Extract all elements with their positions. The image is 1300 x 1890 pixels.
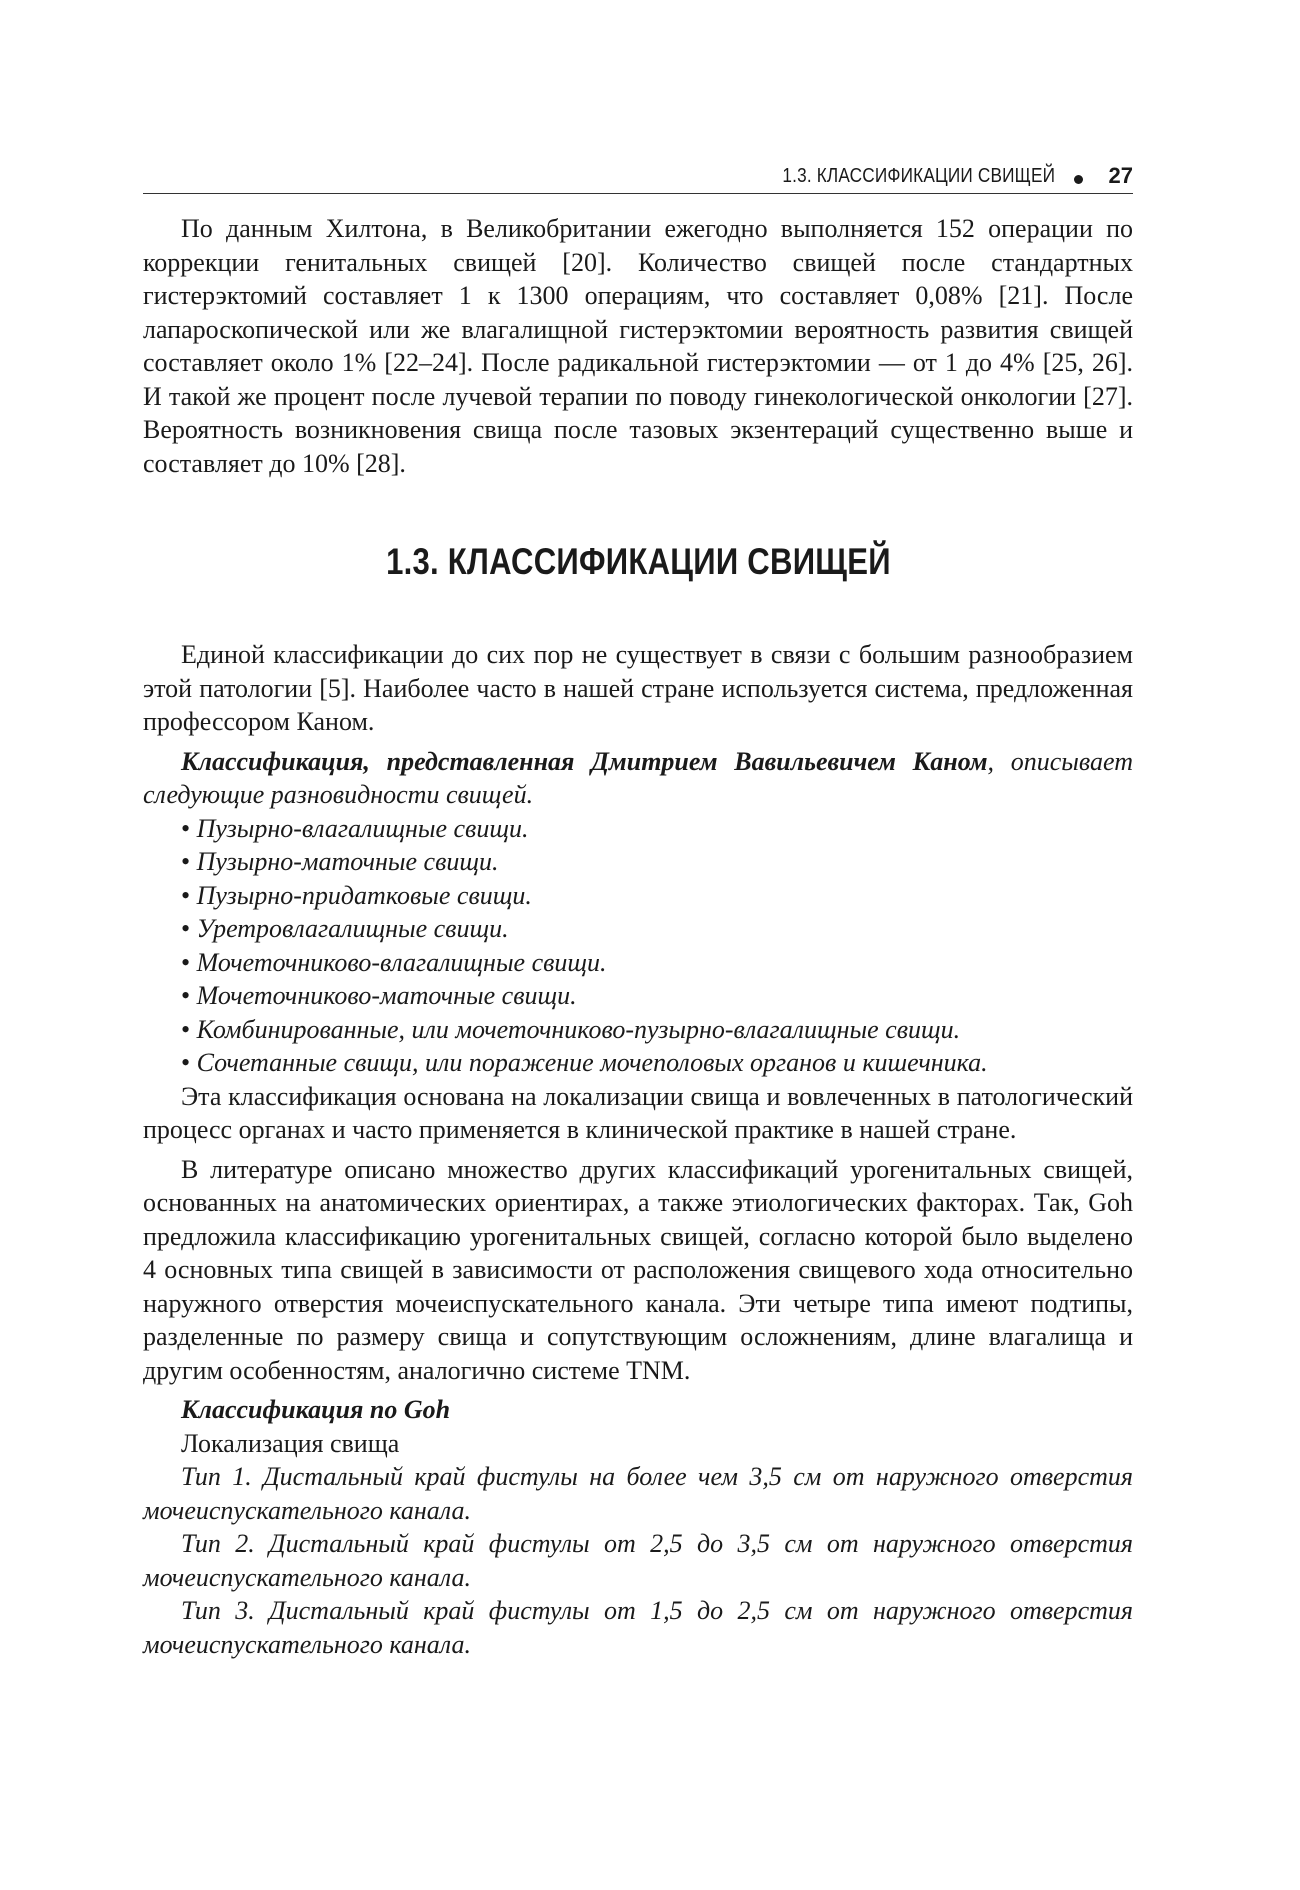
section-paragraph-3: В литературе описано множество других классификаций урогенитальных свищей, основанных на анатомических ориентирах, а также этиологических факторах. Так, Goh предложила классификацию урогенитальных свищей, согласно которой было выделено 4 основных типа свищей в зависимости от расположения свищевого хода относительно наружного отверстия мочеиспускательного канала. Эти четыре типа имеют подтипы, разделенные по размеру свища и сопутствующим осложнениям, длине влагалища и другим особенностям, аналогично системе TNM. <box>143 1154 1133 1385</box>
running-title: 1.3. КЛАССИФИКАЦИИ СВИЩЕЙ <box>782 165 1055 187</box>
section-title-text: 1.3. КЛАССИФИКАЦИИ СВИЩЕЙ <box>385 541 891 582</box>
goh-type-2: Тип 2. Дистальный край фистулы от 2,5 до 3,5 см от наружного отверстия мочеиспускательного канала. <box>143 1529 1133 1592</box>
kan-classification-intro-rest: , описывает следующие разновидности свищей. <box>143 746 1133 809</box>
goh-localization-subheading: Локализация свища <box>181 1428 400 1458</box>
list-item: • Пузырно-влагалищные свищи. <box>181 812 1133 846</box>
page-number: 27 <box>1108 163 1133 188</box>
section-title <box>143 538 1133 586</box>
list-item: • Комбинированные, или мочеточниково-пузырно-влагалищные свищи. <box>181 1013 1133 1047</box>
page-content <box>143 212 1133 1661</box>
list-item: • Пузырно-придатковые свищи. <box>181 879 1133 913</box>
kan-classification-title: Классификация, представленная Дмитрием Вавильевичем Каном <box>181 746 988 776</box>
list-item: • Мочеточниково-маточные свищи. <box>181 979 1133 1013</box>
goh-type-3: Тип 3. Дистальный край фистулы от 1,5 до 2,5 см от наружного отверстия мочеиспускательного канала. <box>143 1596 1133 1659</box>
list-item: • Мочеточниково-влагалищные свищи. <box>181 946 1133 980</box>
bullet-dot-icon <box>1074 175 1083 184</box>
kan-classification-intro <box>143 745 1133 812</box>
list-item: • Сочетанные свищи, или поражение мочеполовых органов и кишечника. <box>181 1046 1133 1080</box>
goh-type-1: Тип 1. Дистальный край фистулы на более чем 3,5 см от наружного отверстия мочеиспускательного канала. <box>143 1462 1133 1525</box>
section-paragraph-1: Единой классификации до сих пор не существует в связи с большим разнообразием этой патологии [5]. Наиболее часто в нашей стране используется система, предложенная профессором Каном. <box>143 640 1133 736</box>
section-paragraph-2: Эта классификация основана на локализации свища и вовлеченных в патологический процесс органах и часто применяется в клинической практике в нашей стране. <box>143 1081 1133 1144</box>
kan-classification-list <box>143 812 1133 1080</box>
goh-classification-heading: Классификация по Goh <box>181 1395 451 1424</box>
list-item: • Пузырно-маточные свищи. <box>181 845 1133 879</box>
intro-paragraph: По данным Хилтона, в Великобритании ежегодно выполняется 152 операции по коррекции генитальных свищей [20]. Количество свищей после стандартных гистерэктомий составляет 1 к 1300 операциям, что составляет 0,08% [21]. После лапароскопической или же влагалищной гистерэктомии вероятность развития свищей составляет около 1% [22–24]. После радикальной гистерэктомии — от 1 до 4% [25, 26]. И такой же процент после лучевой терапии по поводу гинекологической онкологии [27]. Вероятность возникновения свища после тазовых экзентераций существенно выше и составляет до 10% [28]. <box>143 214 1133 478</box>
list-item: • Уретровлагалищные свищи. <box>181 912 1133 946</box>
running-header <box>143 155 1133 194</box>
